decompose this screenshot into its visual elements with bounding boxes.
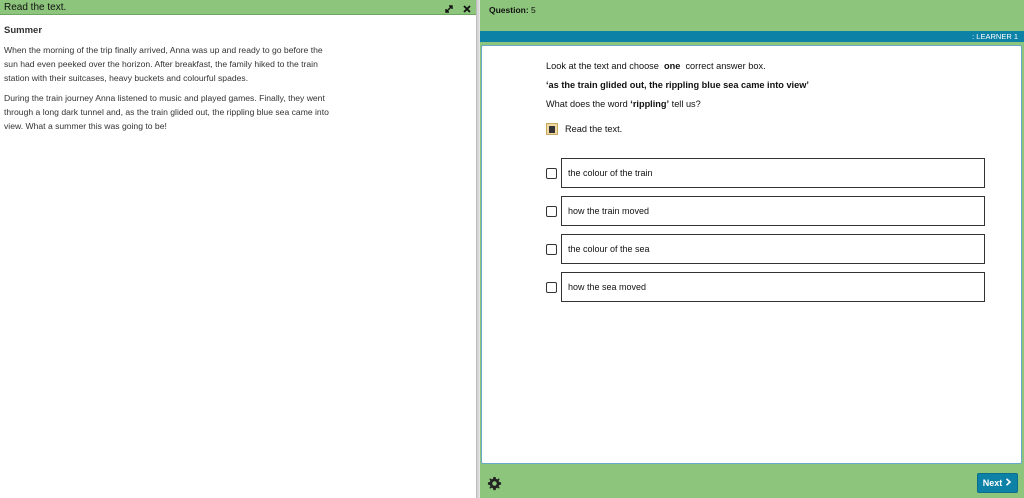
answer-checkbox[interactable] (546, 206, 557, 217)
text-title: Summer (4, 25, 43, 36)
answer-checkbox[interactable] (546, 168, 557, 179)
answer-option (546, 196, 986, 226)
answer-checkbox[interactable] (546, 282, 557, 293)
ask-bold: ‘rippling’ (630, 99, 670, 109)
answer-box[interactable]: how the sea moved (561, 272, 985, 302)
quote: ‘as the train glided out, the rippling blue sea came into view’ (546, 80, 809, 90)
ask-suffix: tell us? (671, 99, 701, 109)
question-panel (480, 0, 1024, 498)
reading-text (0, 15, 330, 133)
answer-option (546, 158, 986, 188)
question-label: Question: (489, 5, 529, 15)
instruction (546, 61, 986, 71)
footer-bar (480, 467, 1024, 498)
answer-checkbox[interactable] (546, 244, 557, 255)
question-content (546, 61, 986, 310)
minimize-icon[interactable] (444, 1, 454, 11)
paragraph: During the train journey Anna listened to music and played games. Finally, they went through a long dark tunnel and, as the train glided out, the rippling blue sea came into view. What a summer this was going to be! (4, 92, 329, 132)
question-header (480, 0, 1024, 31)
paragraph: When the morning of the trip finally arrived, Anna was up and ready to go before the sun had even peeked over the horizon. After breakfast, the family hiked to the train station with their suitcases, heavy buckets and colourful spades. (4, 45, 323, 84)
reading-panel-tools (444, 1, 472, 11)
close-icon[interactable] (462, 1, 472, 11)
reading-panel-title: Read the text. (4, 1, 67, 13)
ask-prefix: What does the word (546, 99, 628, 109)
question-card (481, 45, 1022, 464)
reading-panel (0, 0, 476, 498)
instruction-suffix: correct answer box. (685, 61, 766, 71)
answer-option (546, 272, 986, 302)
answer-box[interactable]: how the train moved (561, 196, 985, 226)
read-text-link[interactable] (546, 123, 986, 135)
document-icon (546, 123, 558, 135)
question-text (546, 99, 986, 109)
instruction-bold: one (664, 61, 681, 71)
learner-bar (480, 31, 1024, 42)
instruction-prefix: Look at the text and choose (546, 61, 659, 71)
learner-label: : LEARNER 1 (972, 32, 1018, 41)
question-number: 5 (531, 5, 536, 15)
answer-option (546, 234, 986, 264)
read-text-label: Read the text. (565, 124, 623, 134)
next-button[interactable] (977, 473, 1018, 493)
answer-box[interactable]: the colour of the train (561, 158, 985, 188)
gear-icon[interactable] (487, 476, 502, 491)
reading-panel-header (0, 0, 476, 15)
next-label: Next (982, 478, 1003, 488)
answer-box[interactable]: the colour of the sea (561, 234, 985, 264)
chevron-right-icon (1005, 478, 1012, 488)
